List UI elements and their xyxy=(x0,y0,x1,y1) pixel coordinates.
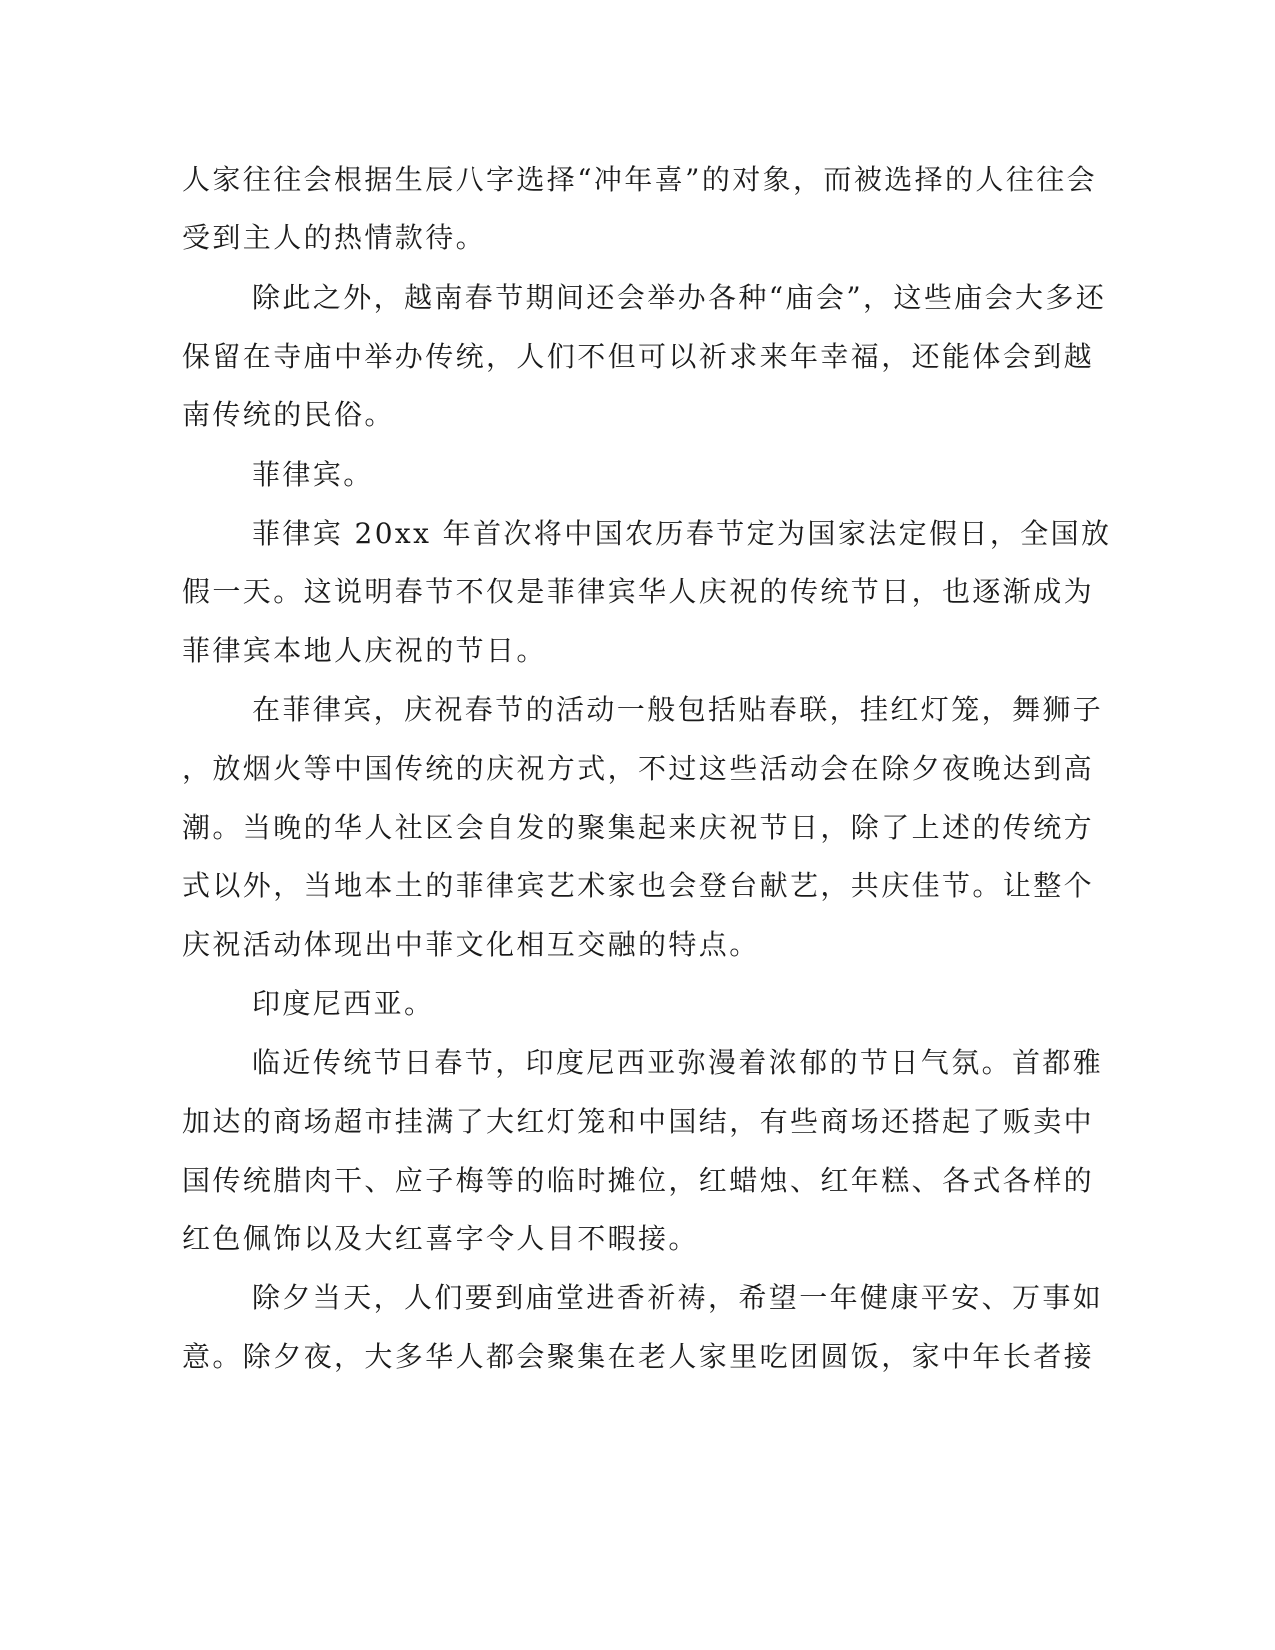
paragraph-start-line: 菲律宾 20xx 年首次将中国农历春节定为国家法定假日，全国放 xyxy=(252,517,1112,550)
text-line: 意。除夕夜，大多华人都会聚集在老人家里吃团圆饭，家中年长者接 xyxy=(182,1340,1095,1373)
paragraph-start-line: 在菲律宾，庆祝春节的活动一般包括贴春联，挂红灯笼，舞狮子 xyxy=(252,693,1104,726)
section-heading: 印度尼西亚。 xyxy=(252,987,435,1020)
text-line: 式以外，当地本土的菲律宾艺术家也会登台献艺，共庆佳节。让整个 xyxy=(182,869,1095,902)
section-heading: 菲律宾。 xyxy=(252,458,374,491)
text-line: 红色佩饰以及大红喜字令人目不暇接。 xyxy=(182,1222,699,1255)
text-line: 国传统腊肉干、应子梅等的临时摊位，红蜡烛、红年糕、各式各样的 xyxy=(182,1164,1095,1197)
text-line: 庆祝活动体现出中菲文化相互交融的特点。 xyxy=(182,928,760,961)
text-line: 南传统的民俗。 xyxy=(182,398,395,431)
text-line: 保留在寺庙中举办传统，人们不但可以祈求来年幸福，还能体会到越 xyxy=(182,340,1095,373)
paragraph-start-line: 除夕当天，人们要到庙堂进香祈祷，希望一年健康平安、万事如 xyxy=(252,1281,1104,1314)
text-line: 受到主人的热情款待。 xyxy=(182,221,487,254)
text-line: 假一天。这说明春节不仅是菲律宾华人庆祝的传统节日，也逐渐成为 xyxy=(182,575,1095,608)
text-line: 人家往往会根据生辰八字选择“冲年喜”的对象，而被选择的人往往会 xyxy=(182,163,1098,196)
text-line: 加达的商场超市挂满了大红灯笼和中国结，有些商场还搭起了贩卖中 xyxy=(182,1105,1095,1138)
text-line: 潮。当晚的华人社区会自发的聚集起来庆祝节日，除了上述的传统方 xyxy=(182,811,1095,844)
text-line: 菲律宾本地人庆祝的节日。 xyxy=(182,634,547,667)
paragraph-start-line: 除此之外，越南春节期间还会举办各种“庙会”，这些庙会大多还 xyxy=(252,281,1107,314)
paragraph-start-line: 临近传统节日春节，印度尼西亚弥漫着浓郁的节日气氛。首都雅 xyxy=(252,1046,1104,1079)
text-line: ，放烟火等中国传统的庆祝方式，不过这些活动会在除夕夜晚达到高 xyxy=(182,752,1095,785)
